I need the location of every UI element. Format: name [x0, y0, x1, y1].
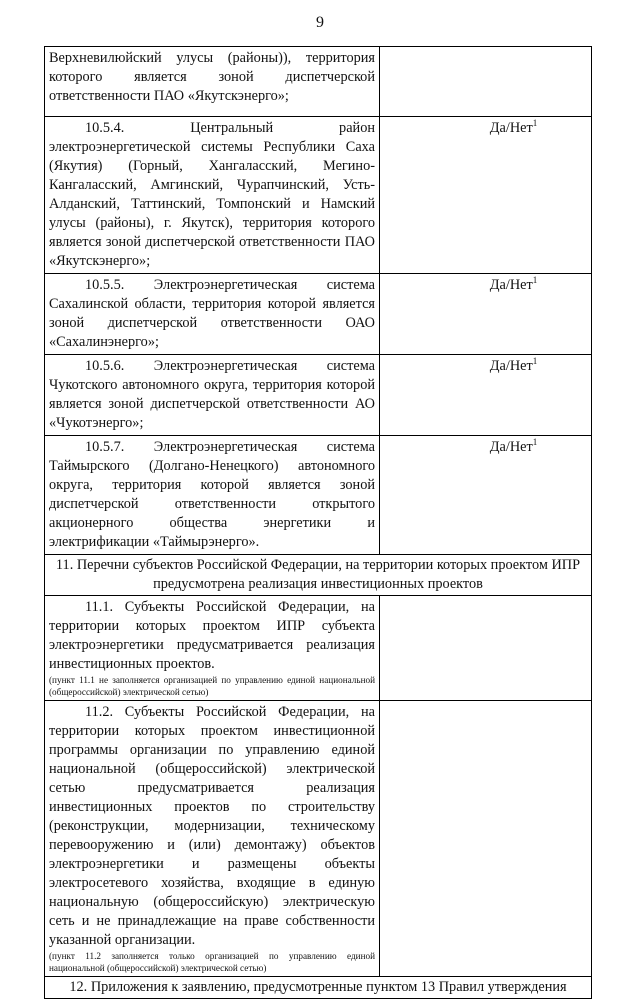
item-11-2-cell — [45, 701, 380, 977]
footnote-mark: 1 — [532, 437, 538, 448]
table-row — [45, 274, 592, 355]
item-11-1-cell — [45, 596, 380, 701]
answer-cell[interactable] — [380, 355, 592, 436]
row-text: 10.5.6. Электроэнергетическая система Чукотского автономного округа, территория которой является зоной диспетчерской ответственности АО «Чукотэнерго»; — [45, 355, 380, 436]
row-text: 10.5.4. Центральный район электроэнергетической системы Республики Саха (Якутия) (Горный, Хангаласский, Мегино-Кангаласский, Амгинский, Чурапчинский, Усть-Алданский, Таттинский, Томпонский и Намский улусы (районы), г. Якутск), территория которого является зоной диспетчерской ответственности ПАО «Якутскэнерго»; — [45, 117, 380, 274]
answer-cell[interactable] — [380, 436, 592, 555]
table-row — [45, 701, 592, 977]
answer-cell[interactable] — [380, 47, 592, 117]
answer-value: Да/Нет — [489, 120, 533, 136]
answer-cell[interactable] — [380, 596, 592, 701]
item-11-2-text: 11.2. Субъекты Российской Федерации, на территории которых проектом инвестиционной программы организации по управлению единой национальной (общероссийской) электрической сетью предусматривается реализация инвестиционных проектов по строительству (реконструкции, модернизации, техническому перевооружению и (или) демонтажу) объектов электроэнергетики и размещены объекты электросетевого хозяйства, входящие в единую национальную (общероссийскую) электрическую сеть и не принадлежащие на праве собственности указанной организации. — [49, 704, 375, 948]
footnote-mark: 1 — [532, 356, 538, 367]
table-row — [45, 117, 592, 274]
table-row — [45, 436, 592, 555]
row-text: Верхневилюйский улусы (районы)), территория которого является зоной диспетчерской ответственности ПАО «Якутскэнерго»; — [45, 47, 380, 117]
form-table — [44, 46, 592, 999]
section-header-row — [45, 977, 592, 999]
table-row — [45, 47, 592, 117]
item-11-1-text: 11.1. Субъекты Российской Федерации, на территории которых проектом ИПР субъекта электроэнергетики предусматривается реализация инвестиционных проектов. — [49, 599, 375, 672]
footnote-mark: 1 — [532, 275, 538, 286]
section-header-row — [45, 555, 592, 596]
row-text: 10.5.5. Электроэнергетическая система Сахалинской области, территория которой является зоной диспетчерской ответственности ОАО «Сахалинэнерго»; — [45, 274, 380, 355]
answer-cell[interactable] — [380, 117, 592, 274]
answer-value: Да/Нет — [489, 277, 533, 293]
section-11-title: 11. Перечни субъектов Российской Федерации, на территории которых проектом ИПР предусмотрена реализация инвестиционных проектов — [45, 555, 592, 596]
table-row — [45, 355, 592, 436]
answer-cell[interactable] — [380, 701, 592, 977]
row-text: 10.5.7. Электроэнергетическая система Таймырского (Долгано-Ненецкого) автономного округа, территория которой является зоной диспетчерской ответственности открытого акционерного общества энергетики и электрификации «Таймырэнерго». — [45, 436, 380, 555]
item-11-1-note: (пункт 11.1 не заполняется организацией по управлению единой национальной (общероссийской) электрической сетью) — [49, 675, 375, 697]
item-11-2-note: (пункт 11.2 заполняется только организацией по управлению единой национальной (общероссийской) электрической сетью) — [49, 951, 375, 973]
footnote-mark: 1 — [532, 118, 538, 129]
section-12-title: 12. Приложения к заявлению, предусмотренные пунктом 13 Правил утверждения — [45, 977, 592, 999]
answer-value: Да/Нет — [489, 439, 533, 455]
table-row — [45, 596, 592, 701]
answer-cell[interactable] — [380, 274, 592, 355]
page-number: 9 — [316, 14, 324, 31]
answer-value: Да/Нет — [489, 358, 533, 374]
